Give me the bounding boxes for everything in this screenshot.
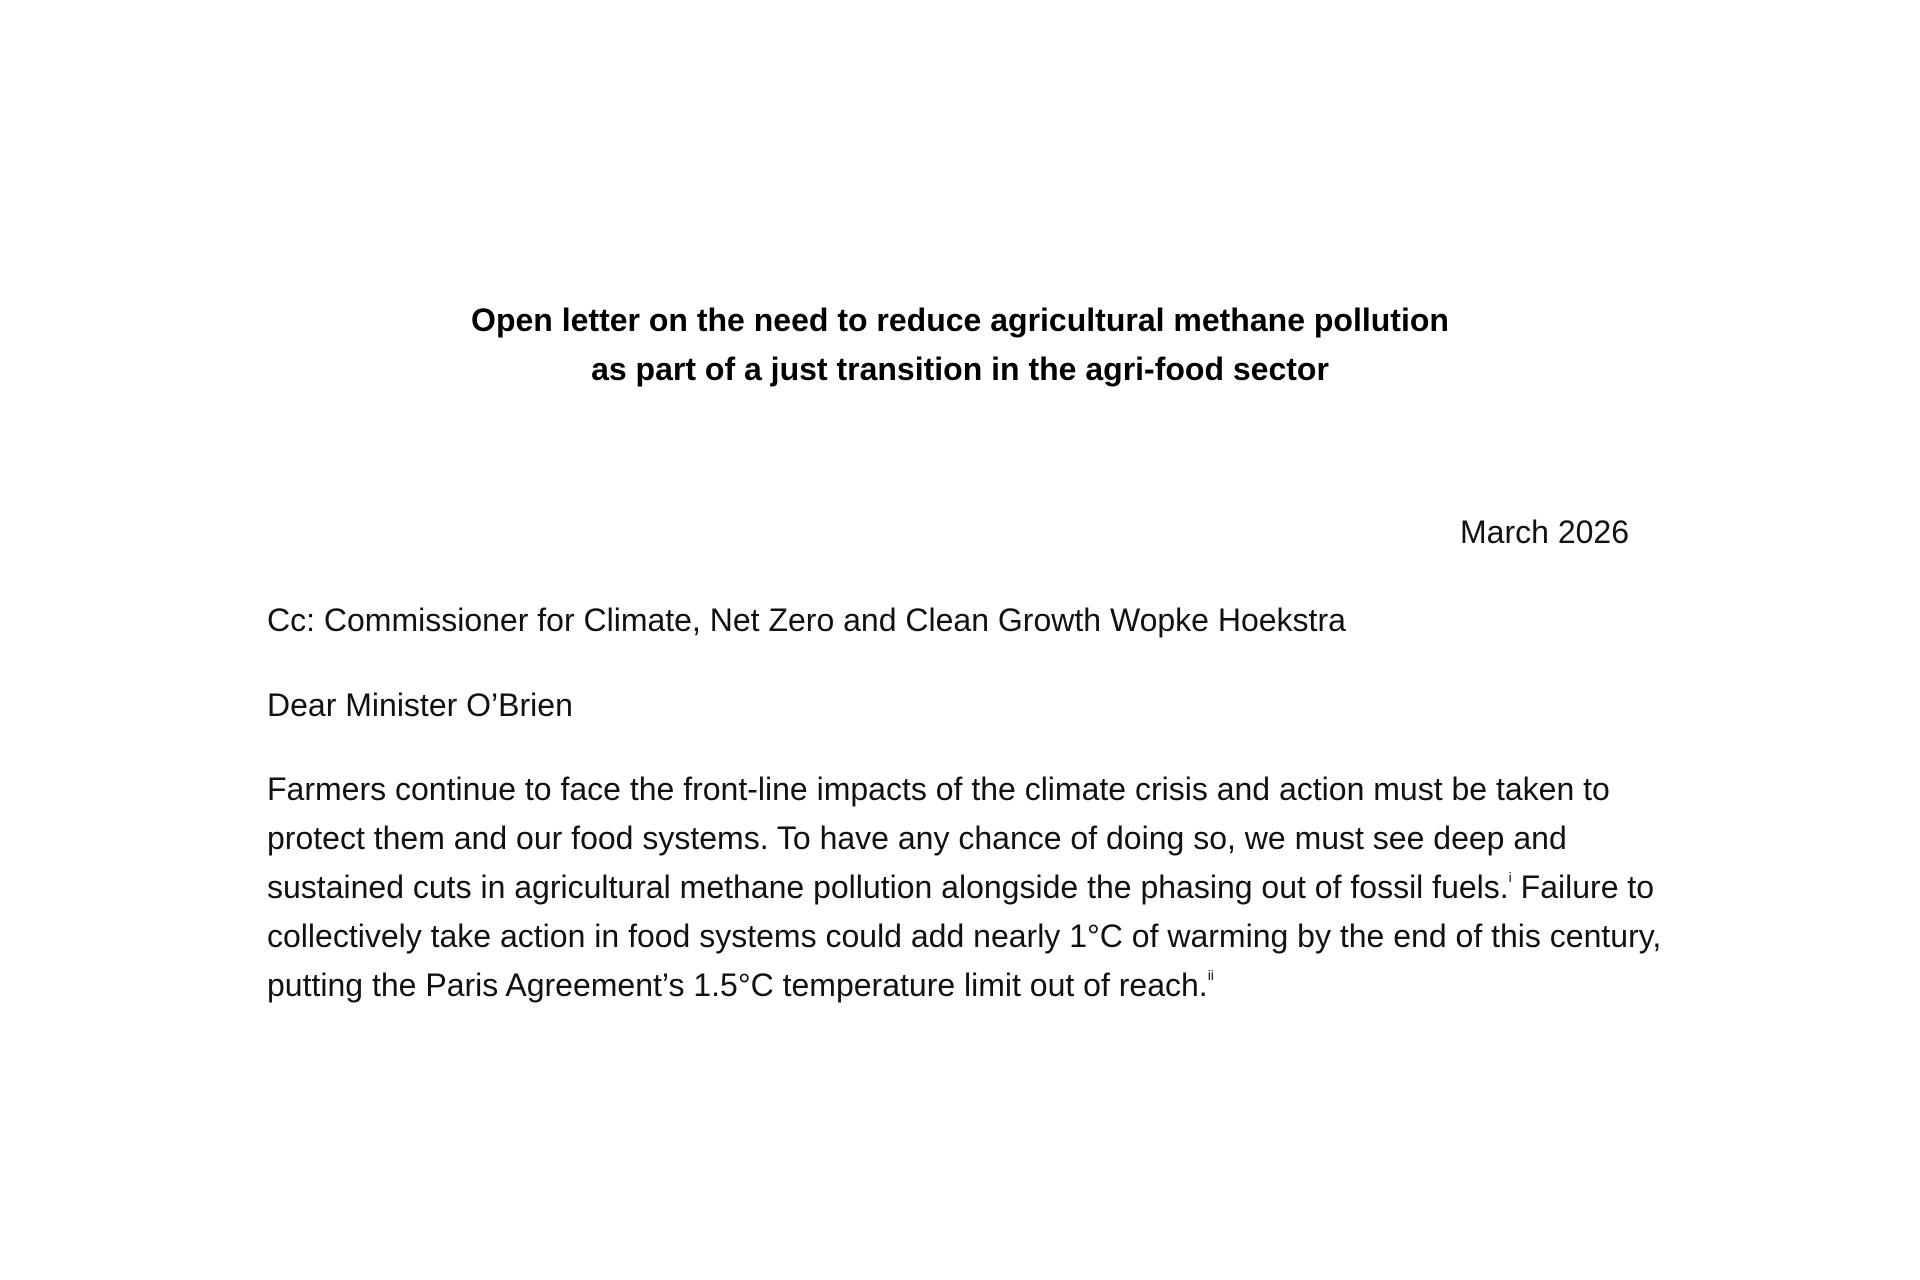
body-paragraph	[267, 765, 1667, 1010]
paragraph-text-2: Failure to collectively take action in food systems could add nearly 1°C of warming by the end of this century, putting the Paris Agreement’s 1.5°C temperature limit out of reach.	[267, 869, 1662, 1003]
title-line-1: Open letter on the need to reduce agricultural methane pollution	[471, 302, 1449, 338]
footnote-ref-ii[interactable]: ii	[1207, 967, 1214, 983]
cc-line: Cc: Commissioner for Climate, Net Zero and Clean Growth Wopke Hoekstra	[267, 602, 1346, 638]
footnote-ref-i[interactable]: i	[1508, 869, 1512, 885]
letter-title	[0, 296, 1920, 394]
salutation: Dear Minister O’Brien	[267, 687, 573, 723]
letter-date: March 2026	[1460, 514, 1629, 550]
paragraph-text-1: Farmers continue to face the front-line impacts of the climate crisis and action must be taken to protect them and our food systems. To have any chance of doing so, we must see deep and sustained cuts in agricultural methane pollution alongside the phasing out of fossil fuels.	[267, 771, 1610, 905]
title-line-2: as part of a just transition in the agri-food sector	[591, 351, 1329, 387]
